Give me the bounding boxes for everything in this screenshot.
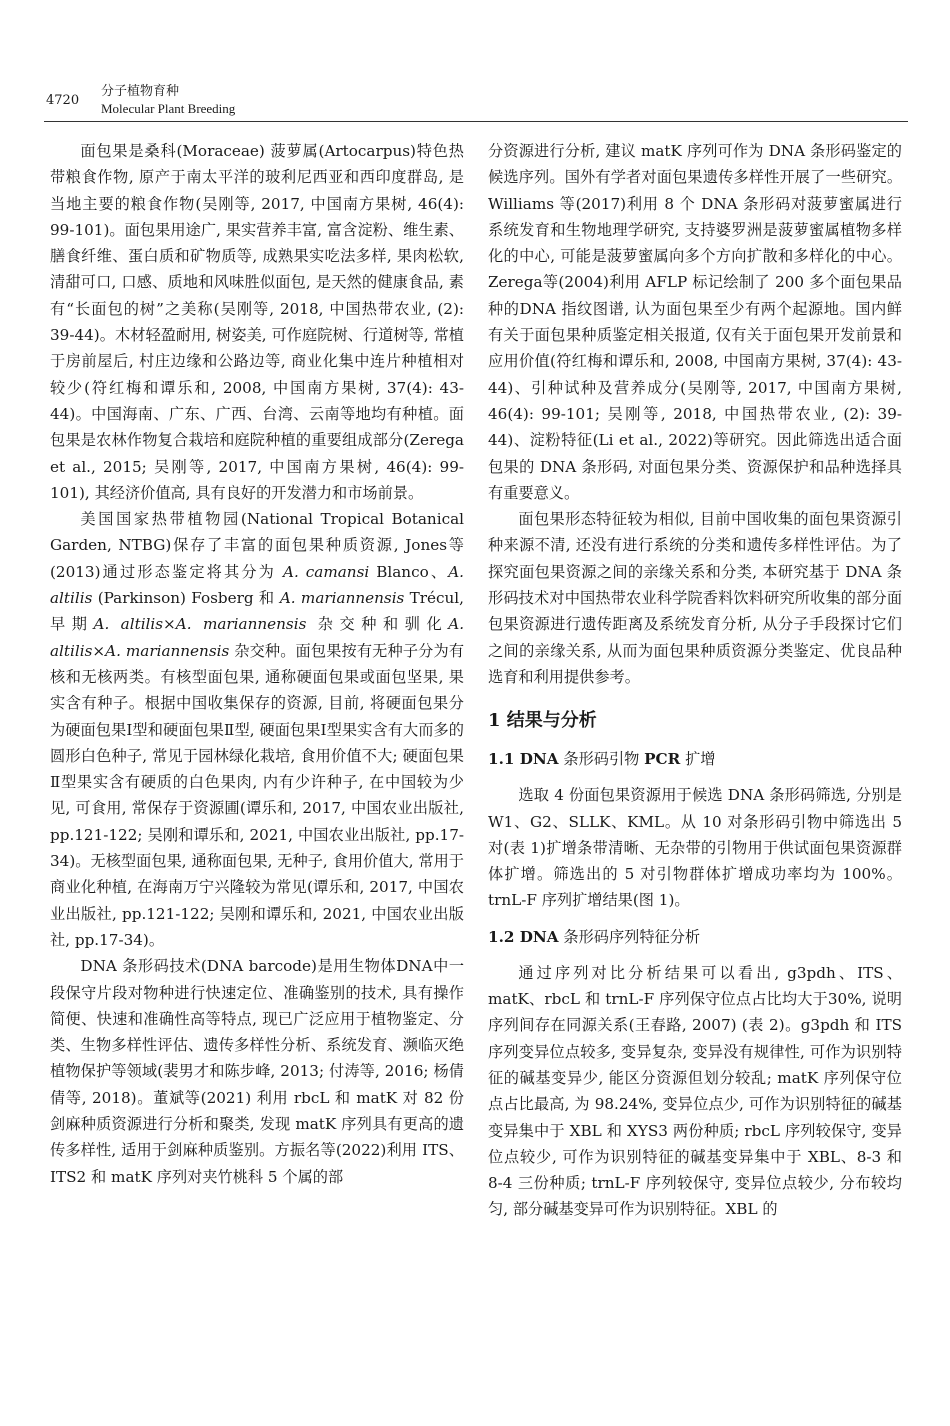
species-name: A. mariannensis: [279, 589, 405, 608]
paragraph-sequence: 通过序列对比分析结果可以看出, g3pdh、ITS、matK、rbcL 和 trnL-F 序列保守位点占比均大于30%, 说明序列间存在同源关系(王春路, 2007) (表 2)。g3pdh 和 ITS 序列变异位点较多, 变异复杂, 变异没有规律性, 可作为识别特征的碱基变异少, 能区分资源但划分较乱; matK 序列保守位点占比最高, 为 98.24%, 变异位点少, 可作为识别特征的碱基变异集中于 XBL 和 XYS3 两份种质; rbcL 序列较保守, 变异位点较少, 可作为识别特征的碱基变异集中于 XBL、8-3 和 8-4 三份种质; trnL-F 序列较保守, 变异位点较少, 分布较均匀, 部分碱基变异可作为识别特征。XBL 的: [488, 963, 902, 1219]
paragraph-intro: 面包果是桑科(Moraceae) 菠萝属(Artocarpus)特色热带粮食作物, 原产于南太平洋的玻利尼西亚和西印度群岛, 是当地主要的粮食作物(吴刚等, 2017, 中国南方果树, 46(4): 99-101)。面包果用途广, 果实营养丰富, 富含淀粉、维生素、膳食纤维、蛋白质和矿物质等, 成熟果实吃法多样, 果肉松软, 清甜可口, 口感、质地和风味胜似面包, 是天然的健康食品, 素有“长面包的树”之美称(吴刚等, 2018, 中国热带农业, (2): 39-44)。木材轻盈耐用, 树姿美, 可作庭院树、行道树等, 常植于房前屋后, 村庄边缘和公路边等, 商业化集中连片种植相对较少(符红梅和谭乐和, 2008, 中国南方果树, 37(4): 43-44)。中国海南、广东、广西、台湾、云南等地均有种植。面包果是农林作物复合栽培和庭院种植的重要组成部分(Zerega et al., 2015; 吴刚等, 2017, 中国南方果树, 46(4): 99-101), 其经济价值高, 具有良好的开发潜力和市场前景。: [50, 142, 464, 502]
subsection-heading-pcr: 1.1 DNA 条形码引物 PCR 扩增: [488, 750, 716, 769]
section-heading-results: 1 结果与分析: [488, 710, 597, 732]
header-rule: [44, 121, 908, 122]
species-name: A. altilis: [50, 562, 465, 608]
paragraph-pcr: 选取 4 份面包果资源用于候选 DNA 条形码筛选, 分别是 W1、G2、SLLK、KML。从 10 对条形码引物中筛选出 5 对(表 1)扩增条带清晰、无杂带的引物用于供试面包果资源群体扩增。筛选出的 5 对引物群体扩增成功率均为 100%。trnL-F 序列扩增结果(图 1)。: [488, 786, 902, 910]
journal-title-cn: 分子植物育种: [101, 84, 180, 99]
species-name: A. altilis×A. mariannensis: [93, 615, 307, 634]
species-name: A. camansi: [283, 562, 370, 581]
right-column: [488, 138, 902, 1223]
paragraph-ntbg: 美国国家热带植物园(National Tropical Botanical Garden, NTBG)保存了丰富的面包果种质资源, Jones等(2013)通过形态鉴定将其分为 A. camansi Blanco、A. altilis (Parkinson) Fosberg 和 A. mariannensis Trécul, 早期A. altilis×A. mariannensis 杂交种和驯化A. altilis×A. mariannensis 杂交种。面包果按有无种子分为有核和无核两类。有核型面包果, 通称硬面包果或面包坚果, 果实含有种子。根据中国收集保存的资源, 目前, 将硬面包果分为硬面包果Ⅰ型和硬面包果Ⅱ型, 硬面包果Ⅰ型果实含有大而多的圆形白色种子, 常见于园林绿化栽培, 食用价值不大; 硬面包果Ⅱ型果实含有硬质的白色果肉, 内有少许种子, 在中国较为少见, 可食用, 常保存于资源圃(谭乐和, 2017, 中国农业出版社, pp.121-122; 吴刚和谭乐和, 2021, 中国农业出版社, pp.17-34)。无核型面包果, 通称面包果, 无种子, 食用价值大, 常用于商业化种植, 在海南万宁兴隆较为常见(谭乐和, 2017, 中国农业出版社, pp.121-122; 吴刚和谭乐和, 2021, 中国农业出版社, pp.17-34)。: [50, 510, 465, 949]
page-number: 4720: [46, 93, 80, 108]
subsection-heading-sequence: 1.2 DNA 条形码序列特征分析: [488, 927, 701, 946]
paragraph-dna-barcode: DNA 条形码技术(DNA barcode)是用生物体DNA中一段保守片段对物种进行快速定位、准确鉴别的技术, 具有操作简便、快速和准确性高等特点, 现已广泛应用于植物鉴定、分类、生物多样性评估、遗传多样性分析、系统发育、濒临灭绝植物保护等领域(裴男才和陈步峰, 2013; 付涛等, 2016; 杨倩倩等, 2018)。董斌等(2021) 利用 rbcL 和 matK 对 82 份剑麻种质资源进行分析和聚类, 发现 matK 序列具有更高的遗传多样性, 适用于剑麻种质鉴别。方振名等(2022)利用 ITS、ITS2 和 matK 序列对夹竹桃科 5 个属的部: [50, 957, 464, 1186]
species-name: A. altilis×A. mariannensis: [50, 615, 465, 660]
journal-title-en: Molecular Plant Breeding: [101, 101, 236, 116]
paragraph-study-aim: 面包果形态特征较为相似, 目前中国收集的面包果资源引种来源不清, 还没有进行系统的分类和遗传多样性评估。为了探究面包果资源之间的亲缘关系和分类, 本研究基于 DNA 条形码技术对中国热带农业科学院香料饮料研究所收集的部分面包果资源进行遗传距离及系统发育分析, 从分子手段探讨它们之间的亲缘关系, 从而为面包果种质资源分类鉴定、优良品种选育和利用提供参考。: [488, 510, 902, 686]
left-column: [50, 138, 464, 1190]
paragraph-foreign-research: 分资源进行分析, 建议 matK 序列可作为 DNA 条形码鉴定的候选序列。国外有学者对面包果遗传多样性开展了一些研究。Williams 等(2017)利用 8 个 DNA 条形码对菠萝蜜属进行系统发育和生物地理学研究, 支持婆罗洲是菠萝蜜属植物多样化的中心, 可能是菠萝蜜属向多个方向扩散和多样化的中心。Zerega等(2004)利用 AFLP 标记绘制了 200 多个面包果品种的DNA 指纹图谱, 认为面包果至少有两个起源地。国内鲜有关于面包果种质鉴定相关报道, 仅有关于面包果开发前景和应用价值(符红梅和谭乐和, 2008, 中国南方果树, 37(4): 43-44)、引种试种及营养成分(吴刚等, 2017, 中国南方果树, 46(4): 99-101; 吴刚等, 2018, 中国热带农业, (2): 39-44)、淀粉特征(Li et al., 2022)等研究。因此筛选出适合面包果的 DNA 条形码, 对面包果分类、资源保护和品种选择具有重要意义。: [488, 142, 902, 502]
